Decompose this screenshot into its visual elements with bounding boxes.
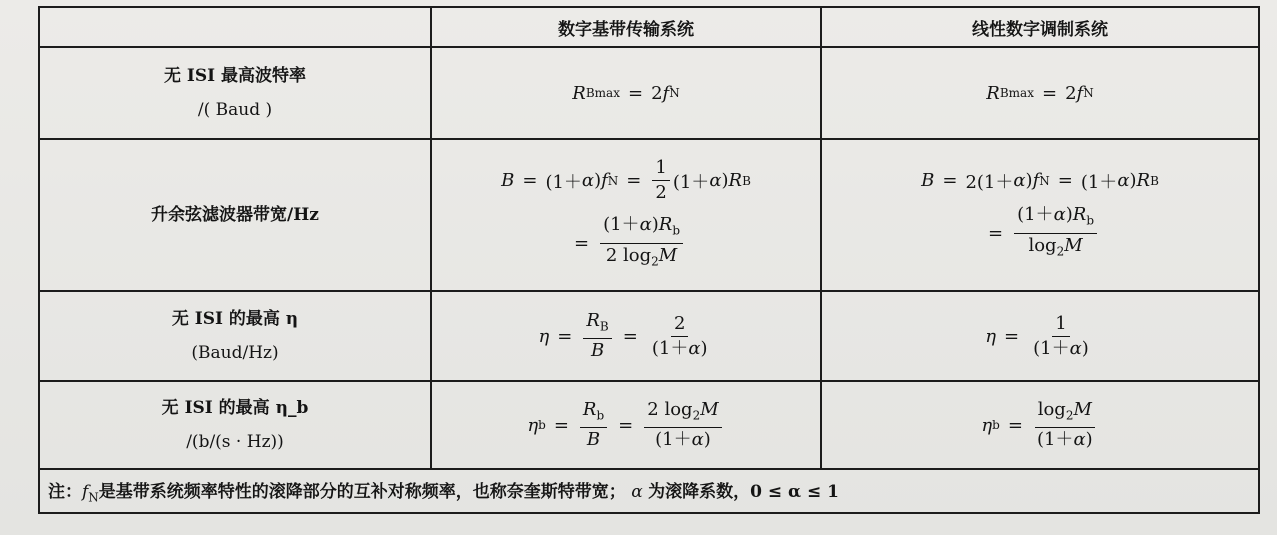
formula-modulation-eta-b: η b = $\frac{\log_2M}{(1+\alpha)}$ xyxy=(981,399,1098,452)
row-eta-b xyxy=(39,381,1259,469)
cell-modulation-eta xyxy=(821,291,1259,381)
formula-baseband-eta: η = $\frac{R_B}{B}$ = $\frac{2}{(1+\alpha)}$ xyxy=(538,309,708,362)
header-row xyxy=(39,7,1259,47)
formula-baseband-eta-b: η b = $\frac{R_b}{B}$ = $\frac{2 \log_2M}{(1+\alpha)}$ xyxy=(527,399,724,452)
row-label-line2: /(b/(s · Hz)) xyxy=(186,432,284,452)
note-prefix: 注： xyxy=(48,482,82,503)
row-label-max-baud xyxy=(39,47,431,139)
formula-baseband-bandwidth-2: = $\frac{(1+\alpha)R_b}{2 \log_2M}$ xyxy=(566,214,686,272)
cell-baseband-eta xyxy=(431,291,821,381)
row-label-line2: /( Baud ) xyxy=(197,100,273,120)
cell-baseband-bandwidth xyxy=(431,139,821,291)
row-eta xyxy=(39,291,1259,381)
row-label-line1: 无 ISI 的最高 η_b xyxy=(161,398,309,418)
row-label-eta-b xyxy=(39,381,431,469)
formula-modulation-eta: η = $\frac{1}{(1+\alpha)}$ xyxy=(985,312,1089,359)
note-body: 是基带系统频率特性的滚降部分的互补对称频率，也称奈奎斯特带宽； xyxy=(98,482,626,503)
formula-modulation-bandwidth-1: B = 2(1＋ α ) f N = (1＋ α ) R B xyxy=(921,170,1159,193)
cell-modulation-max-baud xyxy=(821,47,1259,139)
note-row xyxy=(39,469,1259,513)
formula-baseband-bandwidth-1: B = (1＋ α ) f N = $\frac{1}{2}$ (1＋ α ) R B xyxy=(501,157,751,204)
formula-modulation-bandwidth-2: = $\frac{(1+\alpha)R_b}{\log_2M}$ xyxy=(980,204,1100,262)
row-max-baud xyxy=(39,47,1259,139)
header-blank-cell xyxy=(39,7,431,47)
row-label-eta xyxy=(39,291,431,381)
row-label-line2: (Baud/Hz) xyxy=(191,343,279,363)
header-modulation: 线性数字调制系统 xyxy=(821,7,1259,47)
table-note: 注：$f_N$是基带系统频率特性的滚降部分的互补对称频率，也称奈奎斯特带宽； α 为滚降系数，0 ≤ α ≤ 1 xyxy=(39,469,1259,513)
formula-modulation-max-baud: R Bmax = 2 f N xyxy=(986,82,1094,104)
row-label-line1: 无 ISI 最高波特率 xyxy=(163,66,307,86)
row-label-bandwidth xyxy=(39,139,431,291)
cell-modulation-eta-b xyxy=(821,381,1259,469)
row-bandwidth xyxy=(39,139,1259,291)
row-label-line1: 升余弦滤波器带宽/Hz xyxy=(151,205,319,225)
cell-baseband-max-baud xyxy=(431,47,821,139)
note-alpha-desc: 为滚降系数，0 ≤ α ≤ 1 xyxy=(648,482,839,503)
cell-modulation-bandwidth xyxy=(821,139,1259,291)
formula-baseband-max-baud: R Bmax = 2 f N xyxy=(572,82,680,104)
comparison-table xyxy=(38,6,1260,514)
row-label-line1: 无 ISI 的最高 η xyxy=(171,309,299,329)
cell-baseband-eta-b xyxy=(431,381,821,469)
header-baseband: 数字基带传输系统 xyxy=(431,7,821,47)
